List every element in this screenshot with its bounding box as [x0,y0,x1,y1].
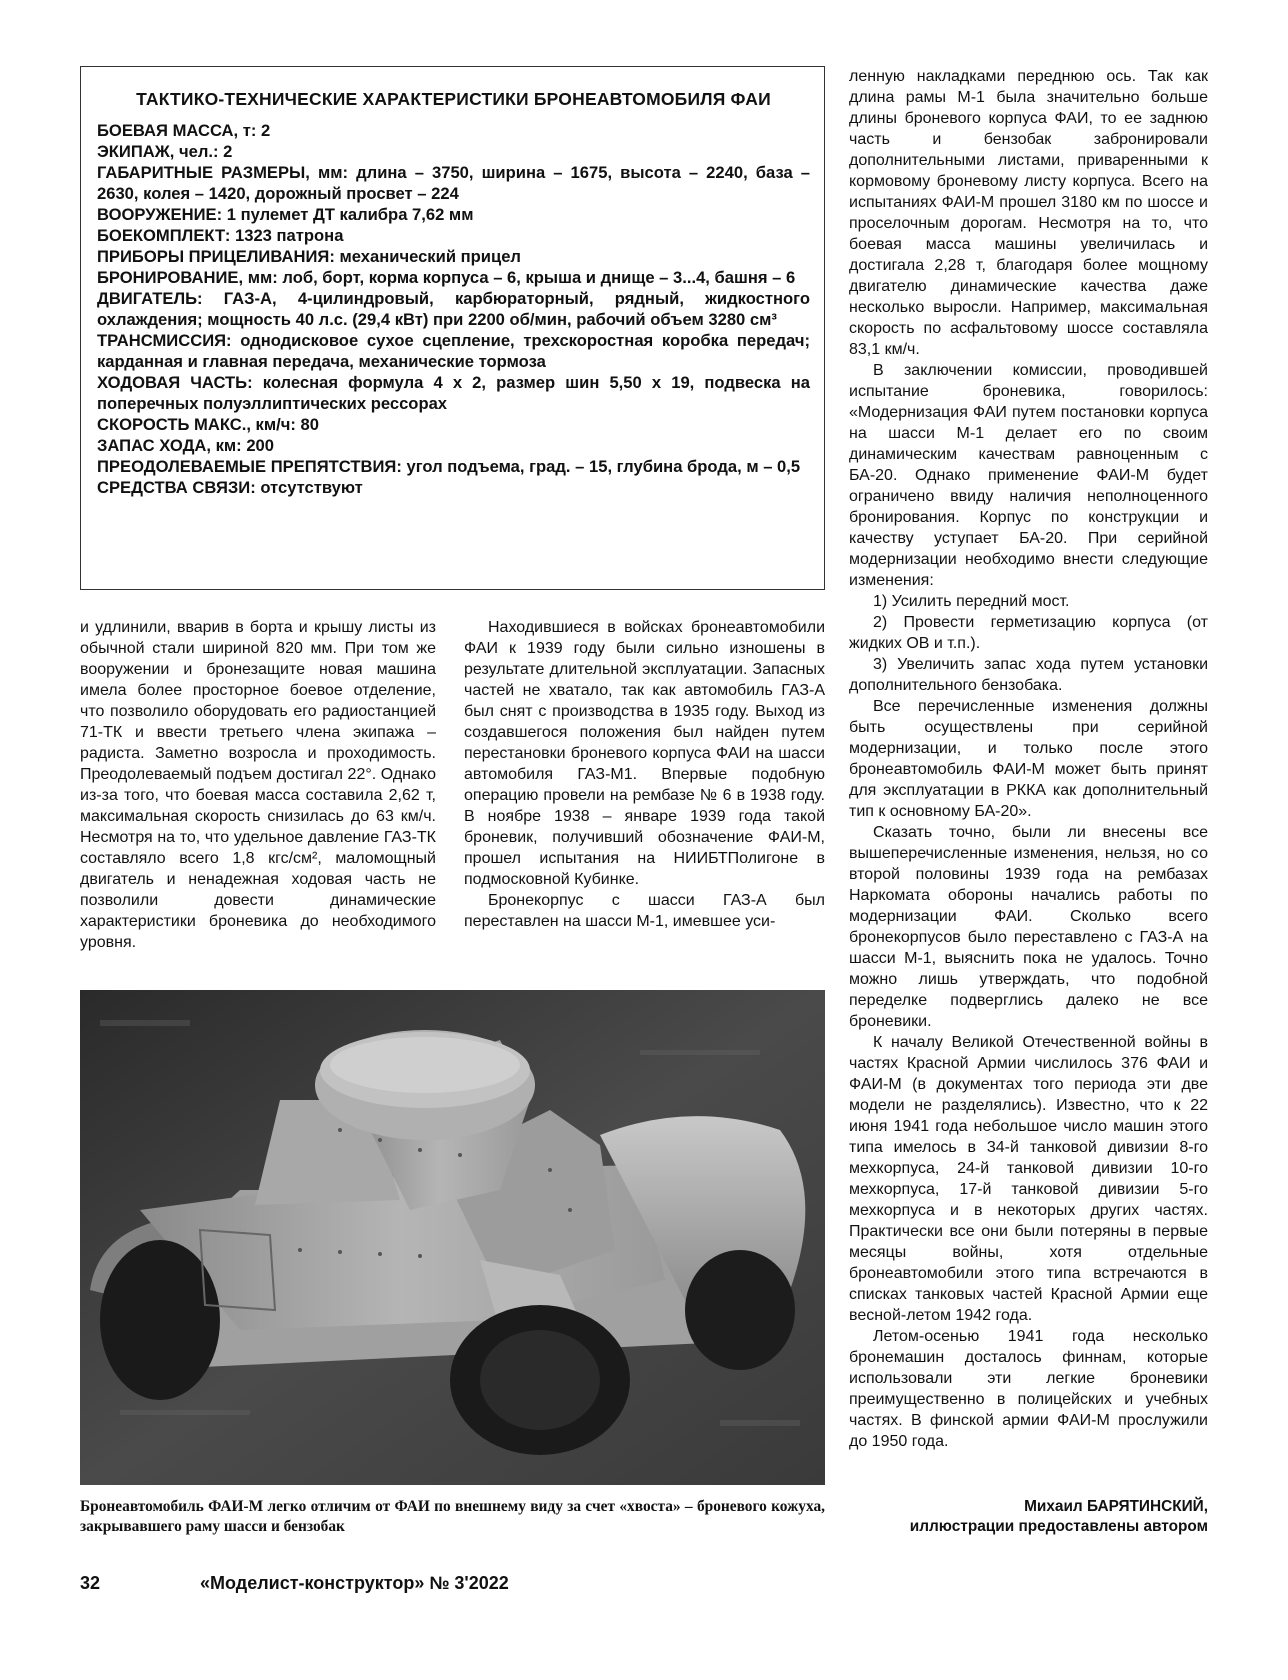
spec-line: ВООРУЖЕНИЕ: 1 пулемет ДТ калибра 7,62 мм [97,205,474,224]
paragraph: 1) Усилить передний мост. [873,593,1070,610]
article-column-2 [464,617,825,932]
spec-line: ГАБАРИТНЫЕ РАЗМЕРЫ, мм: длина – 3750, ширина – 1675, высота – 2240, база – 2630, колея – 1420, дорожный просвет – 224 [97,163,810,203]
paragraph: ленную накладками переднюю ось. Так как длина рамы М-1 была значительно больше длины броневого корпуса ФАИ, то ее заднюю часть и бензобак забронировали дополнительными листами, приваренными к кормовому броневому листу корпуса. Всего на испытаниях ФАИ-М прошел 3180 км по шоссе и проселочным дорогам. Несмотря на то, что боевая масса машины увеличилась и достигала 2,28 т, благодаря более мощному двигателю динамические качества даже несколько выросли. Например, максимальная скорость по асфальтовому шоссе составляла 83,1 км/ч. [849,68,1208,358]
illustration-credit: иллюстрации предоставлены автором [909,1518,1208,1535]
spec-line: СРЕДСТВА СВЯЗИ: отсутствуют [97,478,363,497]
article-column-1 [80,617,436,953]
photo-caption: Бронеавтомобиль ФАИ-М легко отличим от ФАИ по внешнему виду за счет «хвоста» – броневого кожуха, закрывавшего раму шасси и бензобак [80,1498,825,1535]
paragraph: Находившиеся в войсках бронеавтомобили ФАИ к 1939 году были сильно изношены в результате длительной эксплуатации. Запасных частей не хватало, так как автомобиль ГАЗ-А был снят с производства в 1935 году. Выход из создавшегося положения был найден путем перестановки броневого корпуса ФАИ на шасси автомобиля ГАЗ-М1. Впервые подобную операцию провели на рембазе № 6 в 1938 году. В ноябре 1938 – январе 1939 года такой броневик, получивший обозначение ФАИ-М, прошел испытания на НИИБТПолигоне в подмосковной Кубинке. [464,619,825,888]
author-name: Михаил БАРЯТИНСКИЙ, [1024,1498,1208,1515]
page-footer [80,1573,509,1594]
magazine-title: «Моделист-конструктор» № 3'2022 [200,1573,509,1593]
spec-line: ПРИБОРЫ ПРИЦЕЛИВАНИЯ: механический прицел [97,247,521,266]
spec-line: ХОДОВАЯ ЧАСТЬ: колесная формула 4 х 2, размер шин 5,50 х 19, подвеска на поперечных полуэллиптических рессорах [97,373,810,413]
spec-line: ЗАПАС ХОДА, км: 200 [97,436,275,455]
armored-car-photo [80,990,825,1485]
spec-line: ЭКИПАЖ, чел.: 2 [97,142,233,161]
spec-line: БОЕКОМПЛЕКТ: 1323 патрона [97,226,344,245]
spec-line: БРОНИРОВАНИЕ, мм: лоб, борт, корма корпуса – 6, крыша и днище – 3...4, башня – 6 [97,268,796,287]
paragraph: 3) Увеличить запас хода путем установки дополнительного бензобака. [849,656,1208,694]
spec-line: ПРЕОДОЛЕВАЕМЫЕ ПРЕПЯТСТВИЯ: угол подъема, град. – 15, глубина брода, м – 0,5 [97,457,801,476]
paragraph: К началу Великой Отечественной войны в частях Красной Армии числилось 376 ФАИ и ФАИ-М (в документах того периода эти две модели не разделялись). Известно, что к 22 июня 1941 года небольшое число машин этого типа имелось в 34-й танковой дивизии 8-го мехкорпуса, 24-й танковой дивизии 10-го мехкорпуса, 17-й танковой дивизии 5-го мехкорпуса и в некоторых других частях. Практически все они были потеряны в первые месяцы войны, хотя отдельные бронеавтомобили этого типа встречаются в списках танковых частей Красной Армии еще весной-летом 1942 года. [849,1034,1208,1324]
paragraph: Бронекорпус с шасси ГАЗ-А был переставлен на шасси М-1, имевшее уси- [464,892,825,930]
paragraph: и удлинили, вварив в борта и крышу листы из обычной стали шириной 820 мм. При том же вооружении и бронезащите новая машина имела более просторное боевое отделение, что позволило оборудовать его радиостанцией 71-ТК и ввести третьего члена экипажа – радиста. Заметно возросла и проходимость. Преодолеваемый подъем достигал 22°. Однако из-за того, что боевая масса составила 2,62 т, максимальная скорость снизилась до 63 км/ч. Несмотря на то, что удельное давление ГАЗ-ТК составляло всего 1,8 кгс/см², маломощный двигатель и ненадежная ходовая часть не позволили довести динамические характеристики броневика до необходимого уровня. [80,619,436,951]
spec-line: СКОРОСТЬ МАКС., км/ч: 80 [97,415,319,434]
specifications-title: ТАКТИКО-ТЕХНИЧЕСКИЕ ХАРАКТЕРИСТИКИ БРОНЕАВТОМОБИЛЯ ФАИ [136,89,771,109]
paragraph: В заключении комиссии, проводившей испытание броневика, говорилось: «Модернизация ФАИ путем постановки корпуса на шасси М-1 делает его по своим динамическим качествам равноценным с БА-20. Однако применение ФАИ-М будет ограничено ввиду наличия неполноценного бронирования. Корпус по конструкции и качеству уступает БА-20. При серийной модернизации необходимо внести следующие изменения: [849,362,1208,589]
spec-line: ДВИГАТЕЛЬ: ГАЗ-А, 4-цилиндровый, карбюраторный, рядный, жидкостного охлаждения; мощность 40 л.с. (29,4 кВт) при 2200 об/мин, рабочий объем 3280 см³ [97,289,810,329]
article-column-3 [849,66,1208,1452]
paragraph: Сказать точно, были ли внесены все вышеперечисленные изменения, нельзя, но со второй половины 1939 года на рембазах Наркомата обороны начались работы по модернизации ФАИ. Сколько всего бронекорпусов было переставлено с ГАЗ-А на шасси М-1, выяснить пока не удалось. Точно можно лишь утверждать, что подобной переделке подверглись далеко не все броневики. [849,824,1208,1030]
paragraph: 2) Провести герметизацию корпуса (от жидких ОВ и т.п.). [849,614,1208,652]
page-number: 32 [80,1573,101,1593]
paragraph: Летом-осенью 1941 года несколько бронемашин досталось финнам, которые использовали эти легкие броневики преимущественно в полицейских и учебных частях. В финской армии ФАИ-М прослужили до 1950 года. [849,1328,1208,1450]
spec-line: ТРАНСМИССИЯ: однодисковое сухое сцепление, трехскоростная коробка передач; карданная и главная передача, механические тормоза [97,331,810,371]
spec-line: БОЕВАЯ МАССА, т: 2 [97,121,271,140]
specifications-box [80,66,825,590]
paragraph: Все перечисленные изменения должны быть осуществлены при серийной модернизации, и только после этого бронеавтомобиль ФАИ-М может быть принят для эксплуатации в РККА как дополнительный тип к основному БА-20». [849,698,1208,820]
armored-car-illustration [80,990,825,1485]
author-credit [828,1497,1208,1537]
